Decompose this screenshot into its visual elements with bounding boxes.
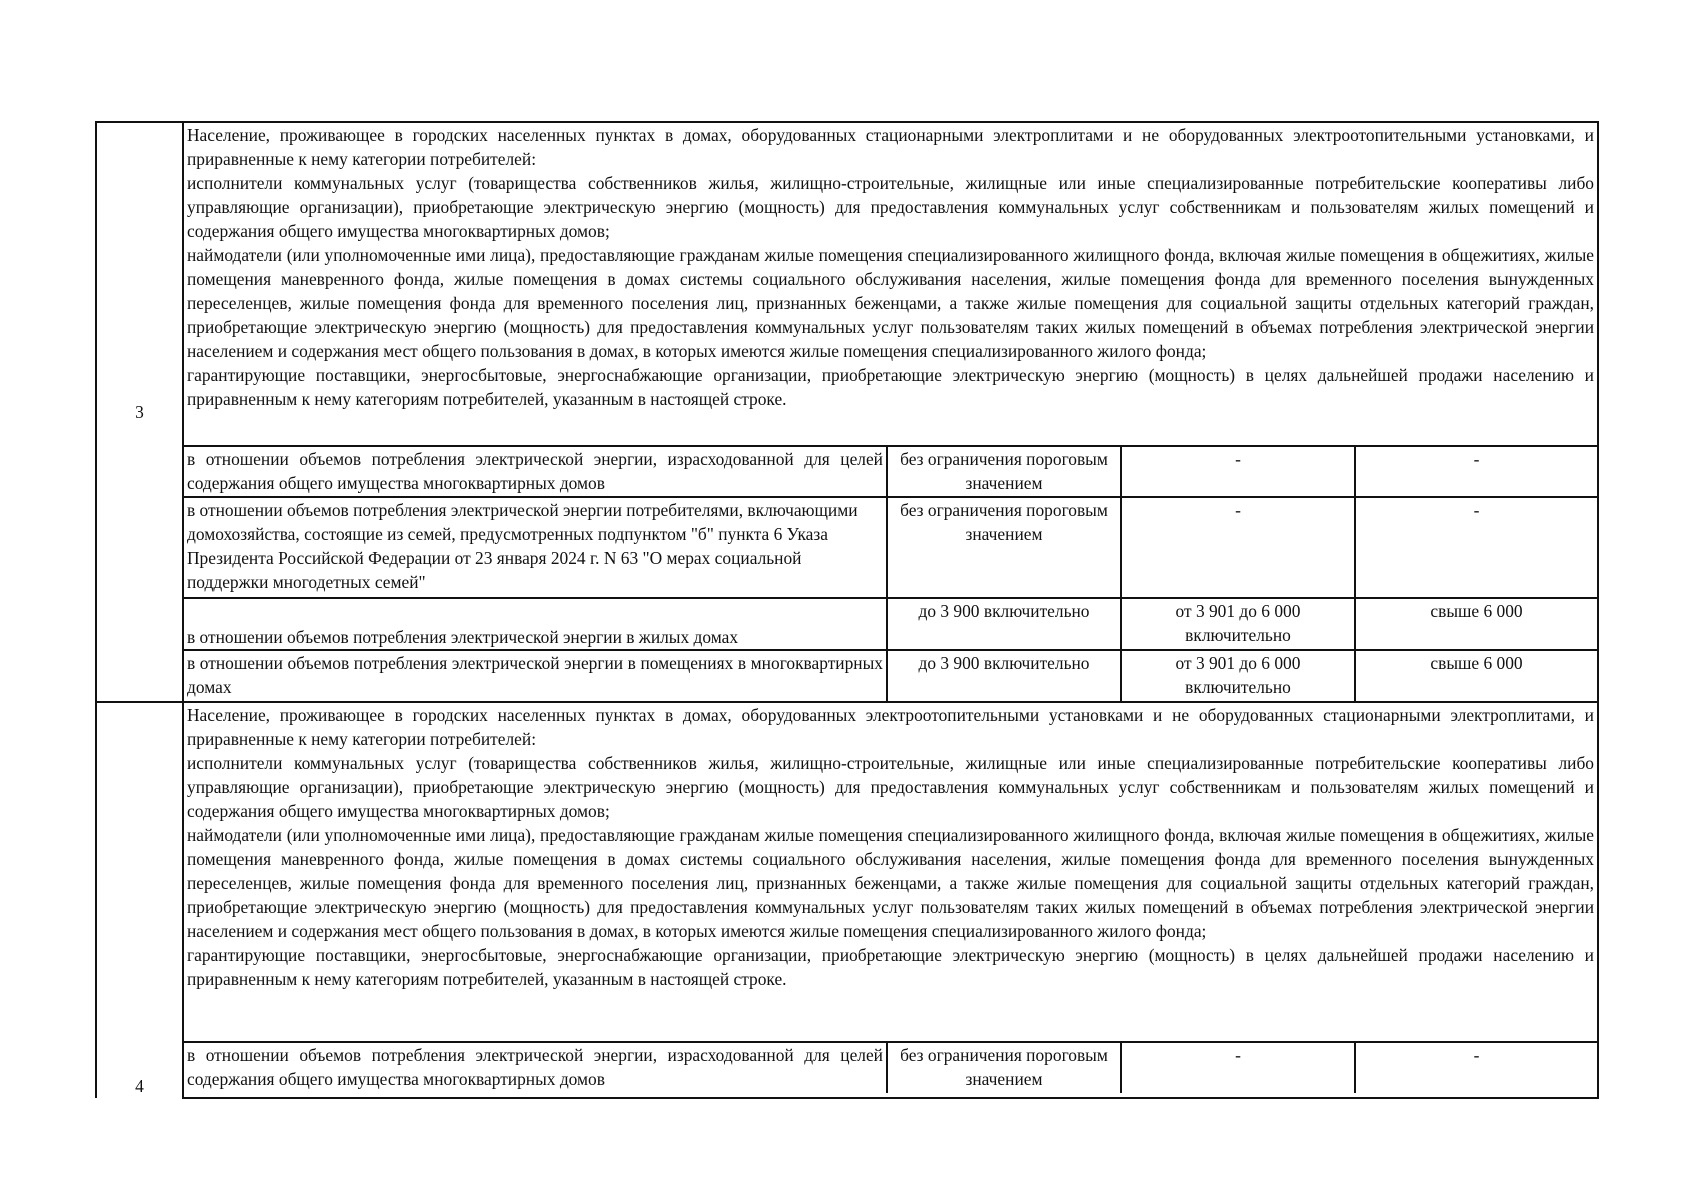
threshold-value: - <box>1355 447 1597 497</box>
subrow <box>184 447 1597 497</box>
subrow-table <box>184 1043 1597 1093</box>
threshold-value: свыше 6 000 <box>1355 598 1597 650</box>
subrow-container <box>183 446 1598 702</box>
tariff-table <box>95 121 1599 1099</box>
subrow <box>184 1043 1597 1093</box>
subrow-desc: в отношении объемов потребления электрической энергии потребителями, включающими домохозяйства, состоящие из семей, предусмотренных подпунктом "б" пункта 6 Указа Президента Российской Федерации от 23 января 2024 г. N 63 "О мерах социальной поддержки многодетных семей" <box>184 497 887 598</box>
threshold-value: без ограничения пороговым значением <box>887 497 1121 598</box>
category-paragraph: гарантирующие поставщики, энергосбытовые, энергоснабжающие организации, приобретающие электрическую энергию (мощность) в целях дальнейшей продажи населению и приравненным к нему категориям потребителей, указанным в настоящей строке. <box>187 945 1594 989</box>
row-number: 4 <box>96 702 183 1098</box>
category-paragraph: наймодатели (или уполномоченные ими лица), предоставляющие гражданам жилые помещения специализированного жилищного фонда, включая жилые помещения в общежитиях, жилые помещения маневренного фонда, жилые помещения в домах системы социального обслуживания населения, жилые помещения фонда для временного поселения вынужденных переселенцев, жилые помещения фонда для временного поселения лиц, признанных беженцами, а также жилые помещения для социальной защиты отдельных категорий граждан, приобретающие электрическую энергию (мощность) для предоставления коммунальных услуг пользователям таких жилых помещений в объемах потребления электрической энергии населением и содержания мест общего пользования в домах, в которых имеются жилые помещения специализированного жилого фонда; <box>187 245 1594 361</box>
row-description <box>183 702 1598 1042</box>
threshold-value: без ограничения пороговым значением <box>887 447 1121 497</box>
threshold-value: свыше 6 000 <box>1355 650 1597 701</box>
threshold-value: - <box>1121 497 1355 598</box>
row-description <box>183 122 1598 446</box>
subrow <box>184 598 1597 650</box>
threshold-value: - <box>1121 1043 1355 1093</box>
subrow-desc: в отношении объемов потребления электрической энергии в жилых домах <box>184 598 887 650</box>
threshold-value: от 3 901 до 6 000 включительно <box>1121 650 1355 701</box>
subrow-table <box>184 447 1597 701</box>
subrow <box>184 497 1597 598</box>
row-number: 3 <box>96 122 183 702</box>
category-paragraph: гарантирующие поставщики, энергосбытовые, энергоснабжающие организации, приобретающие электрическую энергию (мощность) в целях дальнейшей продажи населению и приравненным к нему категориям потребителей, указанным в настоящей строке. <box>187 365 1594 409</box>
subrow-desc: в отношении объемов потребления электрической энергии в помещениях в многоквартирных домах <box>184 650 887 701</box>
subrow-desc: в отношении объемов потребления электрической энергии, израсходованной для целей содержания общего имущества многоквартирных домов <box>184 447 887 497</box>
table-row <box>96 702 1598 1042</box>
category-paragraph: наймодатели (или уполномоченные ими лица), предоставляющие гражданам жилые помещения специализированного жилищного фонда, включая жилые помещения в общежитиях, жилые помещения маневренного фонда, жилые помещения в домах системы социального обслуживания населения, жилые помещения фонда для временного поселения вынужденных переселенцев, жилые помещения фонда для временного поселения лиц, признанных беженцами, а также жилые помещения для социальной защиты отдельных категорий граждан, приобретающие электрическую энергию (мощность) для предоставления коммунальных услуг пользователям таких жилых помещений в объемах потребления электрической энергии населением и содержания мест общего пользования в домах, в которых имеются жилые помещения специализированного жилого фонда; <box>187 825 1594 941</box>
subrow-desc: в отношении объемов потребления электрической энергии, израсходованной для целей содержания общего имущества многоквартирных домов <box>184 1043 887 1093</box>
threshold-value: без ограничения пороговым значением <box>887 1043 1121 1093</box>
threshold-value: - <box>1121 447 1355 497</box>
threshold-value: - <box>1355 1043 1597 1093</box>
table-row <box>96 122 1598 446</box>
threshold-value: от 3 901 до 6 000 включительно <box>1121 598 1355 650</box>
subrow <box>184 650 1597 701</box>
threshold-value: до 3 900 включительно <box>887 650 1121 701</box>
category-heading: Население, проживающее в городских населенных пунктах в домах, оборудованных стационарными электроплитами и не оборудованных электроотопительными установками, и приравненные к нему категории потребителей: <box>187 125 1594 169</box>
table-row <box>96 446 1598 702</box>
threshold-value: до 3 900 включительно <box>887 598 1121 650</box>
threshold-value: - <box>1355 497 1597 598</box>
subrow-container <box>183 1042 1598 1098</box>
category-paragraph: исполнители коммунальных услуг (товарищества собственников жилья, жилищно-строительные, жилищные или иные специализированные потребительские кооперативы либо управляющие организации), приобретающие электрическую энергию (мощность) для предоставления коммунальных услуг собственникам и пользователям жилых помещений и содержания общего имущества многоквартирных домов; <box>187 173 1594 241</box>
category-heading: Население, проживающее в городских населенных пунктах в домах, оборудованных электроотопительными установками и не оборудованных стационарными электроплитами, и приравненные к нему категории потребителей: <box>187 705 1594 749</box>
table-row <box>96 1042 1598 1098</box>
category-paragraph: исполнители коммунальных услуг (товарищества собственников жилья, жилищно-строительные, жилищные или иные специализированные потребительские кооперативы либо управляющие организации), приобретающие электрическую энергию (мощность) для предоставления коммунальных услуг собственникам и пользователям жилых помещений и содержания общего имущества многоквартирных домов; <box>187 753 1594 821</box>
